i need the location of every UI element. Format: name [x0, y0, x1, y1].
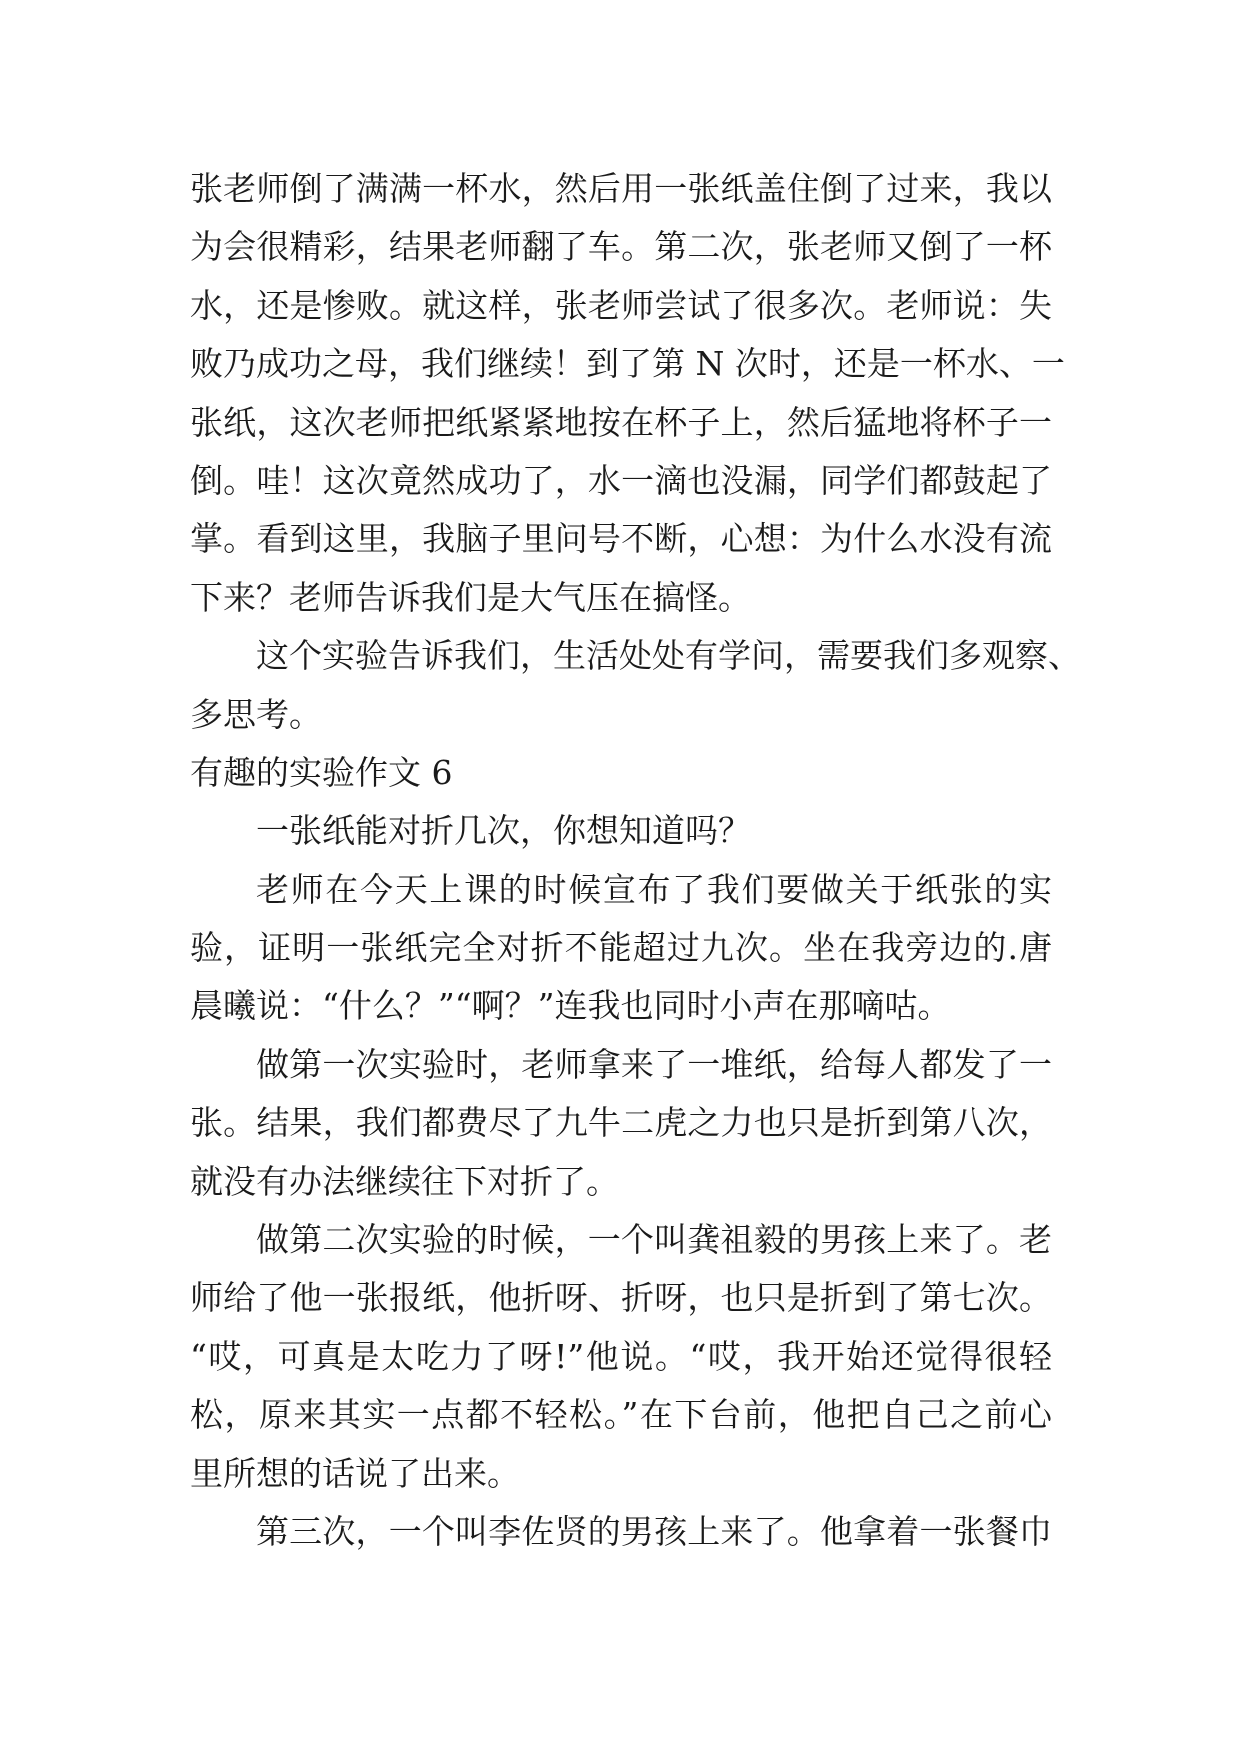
- text-line: 松，原来其实一点都不轻松。”在下台前，他把自己之前心: [190, 1395, 1052, 1435]
- text-line: 里所想的话说了出来。: [190, 1453, 520, 1493]
- text-line: 做第一次实验时，老师拿来了一堆纸，给每人都发了一: [256, 1044, 1052, 1084]
- text-line: 老师在今天上课的时候宣布了我们要做关于纸张的实: [256, 869, 1052, 909]
- text-line: 就没有办法继续往下对折了。: [190, 1161, 619, 1201]
- text-line: 晨曦说：“什么？”“啊？”连我也同时小声在那嘀咕。: [190, 986, 951, 1026]
- text-line: 师给了他一张报纸，他折呀、折呀，也只是折到了第七次。: [190, 1278, 1052, 1318]
- text-line: 倒。哇！这次竟然成功了，水一滴也没漏，同学们都鼓起了: [190, 460, 1052, 500]
- text-line: 第三次，一个叫李佐贤的男孩上来了。他拿着一张餐巾: [256, 1511, 1052, 1551]
- text-line: 张老师倒了满满一杯水，然后用一张纸盖住倒了过来，我以: [190, 169, 1052, 208]
- text-line: 为会很精彩，结果老师翻了车。第二次，张老师又倒了一杯: [190, 227, 1052, 267]
- text-line: 这个实验告诉我们，生活处处有学问，需要我们多观察、: [256, 636, 1081, 676]
- text-line: “哎，可真是太吃力了呀!”他说。“哎，我开始还觉得很轻: [190, 1336, 1052, 1376]
- text-line: 多思考。: [190, 694, 322, 734]
- text-line: 水，还是惨败。就这样，张老师尝试了很多次。老师说：失: [190, 285, 1052, 325]
- text-line: 败乃成功之母，我们继续！到了第 N 次时，还是一杯水、一: [190, 344, 1065, 384]
- text-line: 一张纸能对折几次，你想知道吗？: [256, 811, 751, 851]
- text-line: 掌。看到这里，我脑子里问号不断，心想：为什么水没有流: [190, 519, 1052, 559]
- section-heading: 有趣的实验作文 6: [190, 752, 453, 792]
- essay-body: [190, 160, 1081, 1561]
- text-line: 下来？老师告诉我们是大气压在搞怪。: [190, 577, 751, 617]
- text-line: 张纸，这次老师把纸紧紧地按在杯子上，然后猛地将杯子一: [190, 402, 1052, 442]
- text-line: 验，证明一张纸完全对折不能超过九次。坐在我旁边的.唐: [190, 928, 1052, 968]
- text-line: 张。结果，我们都费尽了九牛二虎之力也只是折到第八次，: [190, 1103, 1052, 1143]
- text-line: 做第二次实验的时候，一个叫龚祖毅的男孩上来了。老: [256, 1220, 1052, 1260]
